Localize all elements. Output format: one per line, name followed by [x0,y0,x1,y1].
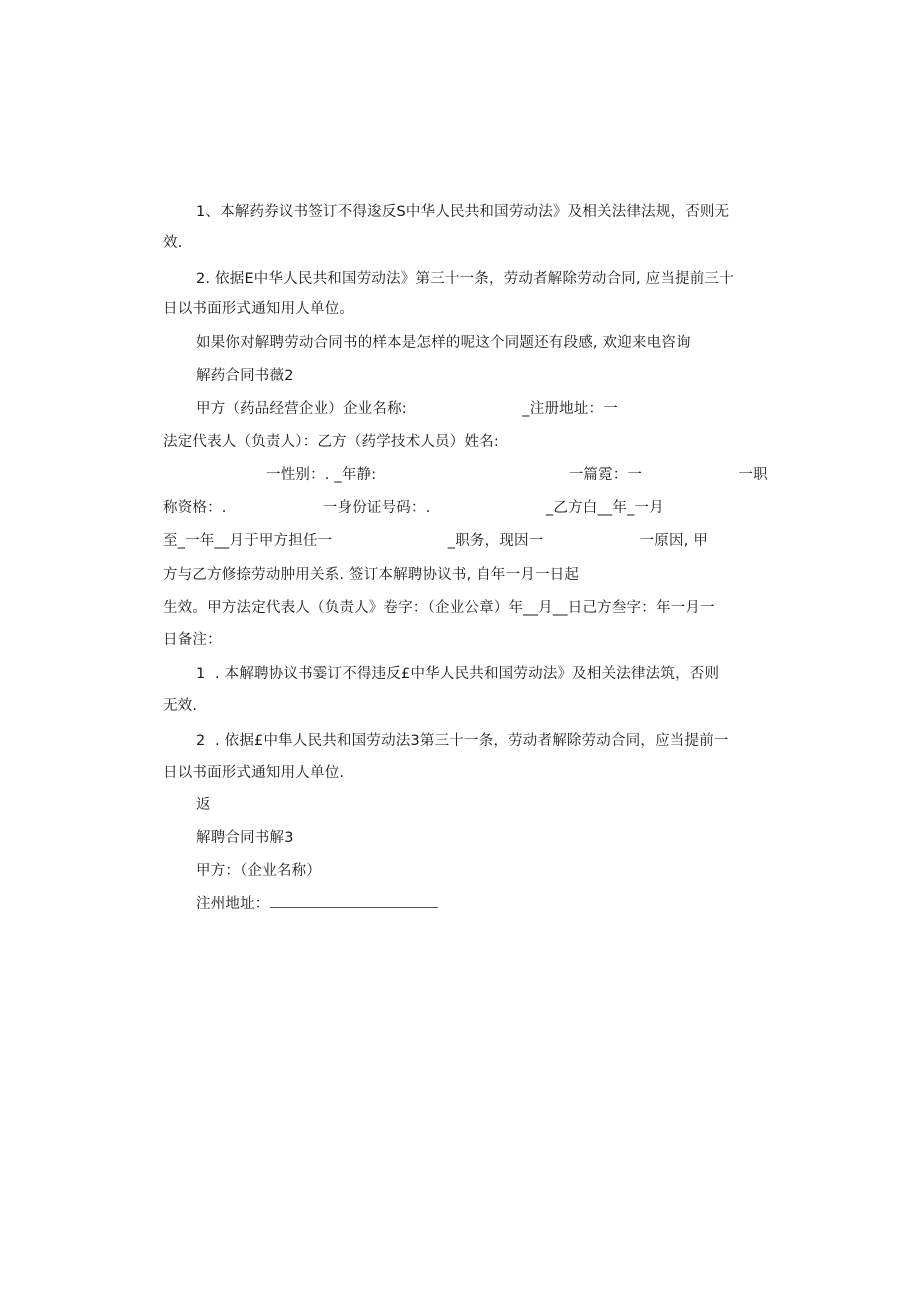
remark-2-line-1: 2 . 依据£中隼人民共和国劳动法3第三十一条，劳动者解除劳动合同，应当提前一 [196,733,729,749]
party-a-line: 甲方（药品经营企业）企业名称: _注册地址：一 [196,401,618,417]
inquiry-paragraph: 如果你对解聘劳动合同书的样本是怎样的呢这个同题还有段感, 欢迎来电咨询 [196,335,691,351]
address-label: 注州地址： [196,896,270,912]
clause-2-line-2: 日以书面形式通知用人单位。 [163,301,355,317]
legal-rep-line: 法定代表人（负责人）：乙方（药学技术人员）姓名: [163,434,499,450]
clause-1-line-2: 效. [163,235,183,251]
remarks-label: 日备注： [163,632,222,648]
clause-2-line-1: 2. 依据E中华人民共和国劳动法》第三十一条，劳动者解除劳动合同, 应当提前三十 [196,271,734,287]
gender-age-line: 一性别：. _年静: 一篇霓：一 一职 [266,467,768,483]
effective-signature-line: 生效。甲方法定代表人（负责人》卷字：（企业公章）年__月__日己方叁字：年一月一 [163,600,715,616]
section-title-3: 解聘合同书解3 [196,830,294,846]
relationship-line: 方与乙方修捺劳动肿用关系. 签订本解聘协议书, 自年一月一日起 [163,567,580,583]
position-line: 至_一年__月于甲方担任一 _职务，现因一 一原因, 甲 [163,533,709,549]
remark-1-line-2: 无效. [163,698,198,714]
address-blank [270,893,438,908]
clause-1-line-1: 1、本解药券议书签订不得逡反S中华人民共和国劳动法》及相关法律法规，否则无 [196,204,730,220]
section-title-2: 解药合同书薇2 [196,368,294,384]
address-line [196,893,438,914]
qualification-line: 称资格：. 一身份证号码：. _乙方白__年_一月 [163,500,664,516]
return-text: 返 [196,797,211,813]
remark-1-line-1: 1 . 本解聘协议书霎订不得违反£中华人民共和国劳动法》及相关法律法筑，否则 [196,666,720,682]
remark-2-line-2: 日以书面形式通知用人单位. [163,765,345,781]
party-a-enterprise-line: 甲方：（企业名称） [196,863,322,879]
